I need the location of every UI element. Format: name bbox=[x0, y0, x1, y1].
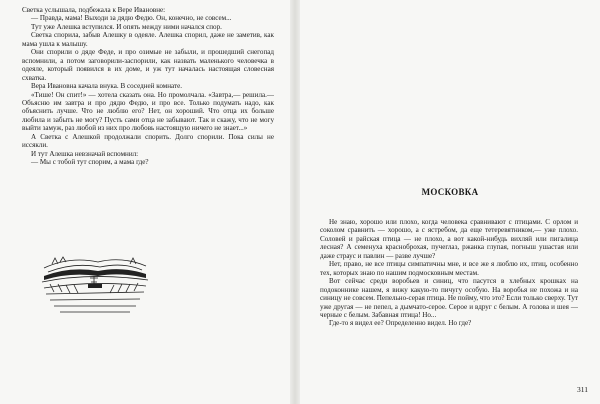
page-number: 311 bbox=[577, 385, 588, 394]
left-page bbox=[0, 0, 290, 404]
paragraph: Тут уже Алешка вступился. И опять между ними начался спор. bbox=[31, 22, 222, 31]
landscape-illustration bbox=[40, 254, 150, 322]
paragraph: Вот сейчас среди воробьев и синиц, что пасутся в хлебных крошках на подоконнике нашем, я вижу какую-то пичугу особую. На воробья не похожа и на синицу не совсем. Пепельно-серая птица. Не пойму, что это? Если только сверху. Тут уже другая — не пепел, а дымчато-серое. Серое и вдруг с белым. А голова и шея — черные с белым. Забавная птица! Но... bbox=[320, 277, 578, 319]
paragraph: Где-то я видел ее? Определенно видел. Но где? bbox=[329, 319, 472, 328]
paragraph: И тут Алешка невзначай вспомнил: bbox=[31, 149, 139, 158]
left-page-text bbox=[22, 6, 274, 167]
book-gutter bbox=[290, 0, 300, 404]
paragraph: Светка услышала, подбежала к Вере Ивановне: bbox=[22, 6, 166, 14]
right-page bbox=[300, 0, 600, 404]
paragraph: — Правда, мама! Выходи за дядю Федю. Он, конечно, не совсем... bbox=[31, 14, 232, 23]
paragraph: А Светка с Алешкой продолжали спорить. Долго спорили. Пока силы не иссякли. bbox=[22, 132, 274, 150]
paragraph: «Тише! Он спит!» — хотела сказать она. Но промолчала. «Завтра,— решила.— Объясню им завтра и про дядю Федю, и про все. Только подумать надо, как объяснить лучше. Что не люблю его? Нет, он хороший. Что отца их больше любила и забыть не могу? Пусть сами отца не забывают. Так и скажу, что не могу выйти замуж, раз любой из них про любовь настоящую ничего не знает...» bbox=[22, 90, 274, 133]
chapter-title: МОСКОВКА bbox=[421, 187, 479, 197]
paragraph: Они спорили о дяде Феде, и про озимые не забыли, и прошедший снегопад вспомнили, а потом заговорили-заспорили, как назвать маленького человечка в одеяле, который появился в их доме, и уж тут началась настоящая словесная схватка. bbox=[22, 48, 274, 82]
right-page-text bbox=[320, 218, 578, 328]
paragraph: — Мы с тобой тут спорим, а мама где? bbox=[31, 158, 149, 167]
paragraph: Светка спорила, забыв Алешку в одеяле. Алешка спорил, даже не заметив, как мама ушла к малышу. bbox=[22, 31, 274, 48]
paragraph: Вера Ивановна качала внука. В соседней комнате. bbox=[31, 82, 183, 91]
paragraph: Не знаю, хорошо или плохо, когда человека сравнивают с птицами. С орлом и соколом сравнить — хорошо, а с ястребом, да еще тетеревятником,— уже плохо. Соловей и райская птица — не плохо, а вот какой-нибудь вихляй или пигалица лесная? А семенуха красноброхая, пучеглаз, ржанка глупая, погныш ушастая или даже страус и павлин — разве лучше? bbox=[320, 218, 578, 260]
paragraph: Нет, право, не все птицы симпатичны мне, и все же я люблю их, птиц, особенно тех, которых знаю по нашим подмосковным местам. bbox=[320, 260, 578, 277]
